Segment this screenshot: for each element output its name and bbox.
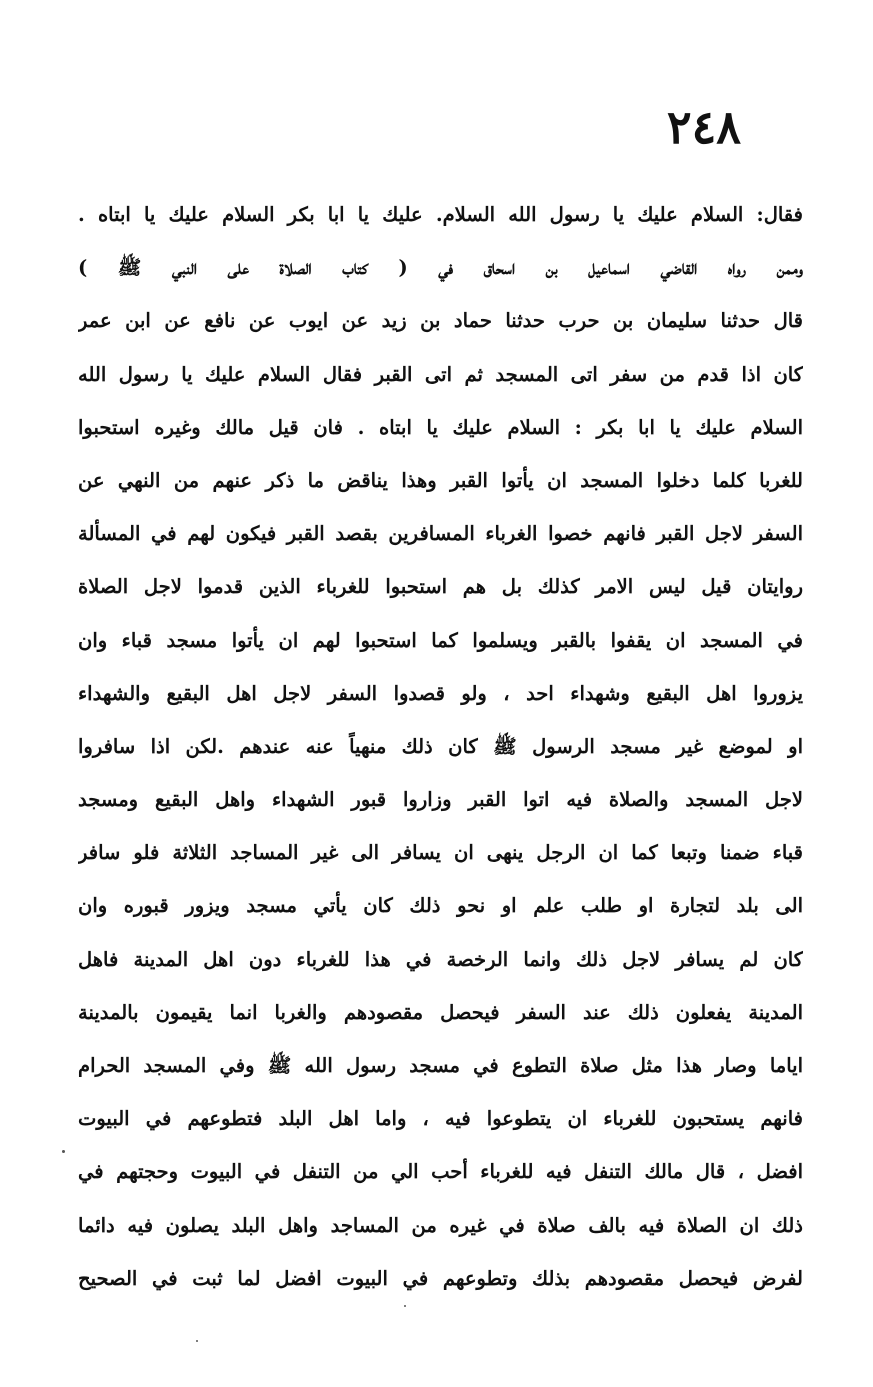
page-number: ٢٤٨ — [666, 100, 741, 154]
text-line: روايتان قيل ليس الامر كذلك بل هم استحبوا للغرباء الذين قدموا لاجل الصلاة — [78, 575, 803, 599]
text-line: الى بلد لتجارة او طلب علم او نحو ذلك كان يأتي مسجد ويزور قبوره وان — [78, 894, 803, 918]
text-line: اياما وصار هذا مثل صلاة التطوع في مسجد رسول الله ﷺ وفي المسجد الحرام — [78, 1054, 803, 1077]
text-line: لفرض فيحصل مقصودهم بذلك وتطوعهم في البيوت افضل لما ثبت في الصحيح — [78, 1266, 803, 1290]
text-line: السفر لاجل القبر فانهم خصوا الغرباء المسافرين بقصد القبر فيكون لهم في المسألة — [78, 522, 803, 546]
text-line: قال حدثنا سليمان بن حرب حدثنا حماد بن زيد عن ايوب عن نافع عن ابن عمر — [78, 309, 803, 333]
text-line: فانهم يستحبون للغرباء ان يتطوعوا فيه ، واما اهل البلد فتطوعهم في البيوت — [78, 1107, 803, 1131]
text-line: المدينة يفعلون ذلك عند السفر فيحصل مقصودهم والغربا انما يقيمون بالمدينة — [78, 1000, 803, 1024]
text-line: للغربا كلما دخلوا المسجد ان يأتوا القبر وهذا يناقض ما ذكر عنهم من النهي عن — [78, 468, 803, 492]
text-line: فقال: السلام عليك يا رسول الله السلام. عليك يا ابا بكر السلام عليك يا ابتاه . — [78, 203, 803, 226]
text-line: لاجل المسجد والصلاة فيه اتوا القبر وزاروا قبور الشهداء واهل البقيع ومسجد — [78, 788, 803, 812]
body-text — [78, 188, 803, 1305]
text-line: وممن رواه القاضي اسماعيل بن اسحاق في ( كتاب الصلاة على النبي ﷺ ) — [78, 256, 803, 280]
text-line: يزوروا اهل البقيع وشهداء احد ، ولو قصدوا السفر لاجل اهل البقيع والشهداء — [78, 681, 803, 705]
text-line: او لموضع غير مسجد الرسول ﷺ كان ذلك منهياً عنه عندهم .لكن اذا سافروا — [78, 734, 803, 758]
text-line: كان لم يسافر لاجل ذلك وانما الرخصة في هذا للغرباء دون اهل المدينة فاهل — [78, 947, 803, 971]
scan-speck — [196, 1340, 198, 1342]
text-line: كان اذا قدم من سفر اتى المسجد ثم اتى القبر فقال السلام عليك يا رسول الله — [78, 362, 803, 386]
scan-speck — [62, 1150, 65, 1153]
scan-speck — [404, 1305, 406, 1307]
text-line: في المسجد ان يقفوا بالقبر ويسلموا كما استحبوا لهم ان يأتوا مسجد قباء وان — [78, 628, 803, 652]
text-line: افضل ، قال مالك التنفل فيه للغرباء أحب الي من التنفل في البيوت وحجتهم في — [78, 1160, 803, 1184]
text-line: السلام عليك يا ابا بكر : السلام عليك يا ابتاه . فان قيل مالك وغيره استحبوا — [78, 415, 803, 439]
text-line: قباء ضمنا وتبعا كما ان الرجل ينهى ان يسافر الى غير المساجد الثلاثة فلو سافر — [78, 841, 803, 865]
text-line: ذلك ان الصلاة فيه بالف صلاة في غيره من المساجد واهل البلد يصلون فيه دائما — [78, 1213, 803, 1237]
